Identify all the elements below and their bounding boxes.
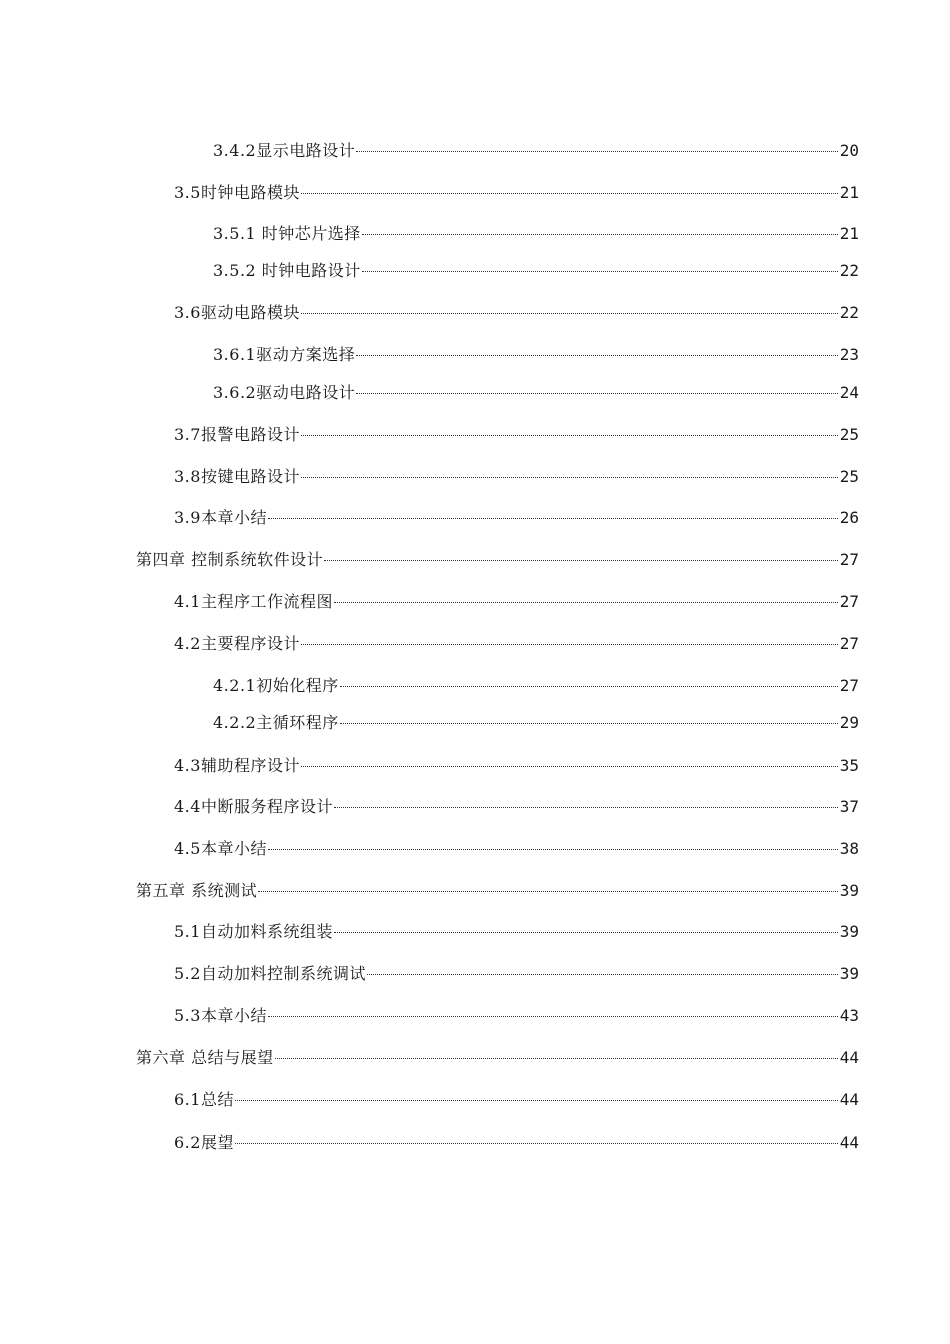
toc-entry[interactable] [213, 676, 859, 696]
toc-entry-label: 第六章 总结与展望 [136, 1048, 274, 1067]
toc-dot-leader [356, 355, 838, 356]
toc-entry[interactable] [174, 839, 859, 859]
toc-dot-leader [367, 974, 838, 975]
toc-dot-leader [324, 560, 838, 561]
toc-chapter-entry[interactable] [136, 550, 859, 570]
toc-dot-leader [268, 518, 838, 519]
toc-page-number: 21 [839, 224, 859, 243]
toc-entry-label: 第五章 系统测试 [136, 881, 258, 900]
toc-dot-leader [356, 151, 838, 152]
toc-dot-leader [362, 271, 838, 272]
toc-entry-label: 4.5本章小结 [174, 839, 267, 858]
toc-page-number: 37 [839, 797, 859, 816]
toc-entry[interactable] [213, 261, 859, 281]
toc-entry-label: 4.2主要程序设计 [174, 634, 300, 653]
toc-dot-leader [301, 313, 838, 314]
toc-entry-label: 4.3辅助程序设计 [174, 756, 300, 775]
toc-entry[interactable] [213, 713, 859, 733]
toc-entry-label: 4.1主程序工作流程图 [174, 592, 333, 611]
toc-entry-label: 3.4.2显示电路设计 [213, 141, 356, 160]
toc-entry-label: 3.6.1驱动方案选择 [213, 345, 356, 364]
toc-entry-label: 6.2展望 [174, 1133, 234, 1152]
toc-entry[interactable] [174, 964, 859, 984]
toc-page-number: 22 [839, 303, 859, 322]
toc-entry[interactable] [174, 756, 859, 776]
toc-dot-leader [334, 602, 838, 603]
toc-page-number: 44 [839, 1048, 859, 1067]
toc-page-number: 39 [839, 964, 859, 983]
toc-page-number: 27 [839, 592, 859, 611]
toc-entry-label: 3.6.2驱动电路设计 [213, 383, 356, 402]
toc-entry-label: 3.6驱动电路模块 [174, 303, 300, 322]
toc-entry[interactable] [174, 634, 859, 654]
toc-entry[interactable] [174, 797, 859, 817]
toc-dot-leader [268, 1016, 838, 1017]
toc-entry[interactable] [174, 467, 859, 487]
toc-chapter-entry[interactable] [136, 1048, 859, 1068]
toc-page-number: 39 [839, 881, 859, 900]
toc-entry-label: 4.2.1初始化程序 [213, 676, 339, 695]
toc-dot-leader [340, 723, 838, 724]
toc-page-number: 23 [839, 345, 859, 364]
toc-page-number: 21 [839, 183, 859, 202]
toc-page-number: 44 [839, 1090, 859, 1109]
toc-dot-leader [275, 1058, 838, 1059]
toc-entry-label: 3.9本章小结 [174, 508, 267, 527]
toc-page-number: 27 [839, 676, 859, 695]
toc-dot-leader [235, 1100, 838, 1101]
toc-entry[interactable] [174, 592, 859, 612]
toc-entry[interactable] [174, 303, 859, 323]
toc-dot-leader [301, 477, 838, 478]
toc-entry[interactable] [174, 1133, 859, 1153]
toc-page-number: 43 [839, 1006, 859, 1025]
toc-entry[interactable] [213, 345, 859, 365]
toc-entry-label: 5.1自动加料系统组装 [174, 922, 333, 941]
toc-page-number: 39 [839, 922, 859, 941]
toc-dot-leader [301, 435, 838, 436]
toc-entry[interactable] [213, 224, 859, 244]
toc-dot-leader [301, 766, 838, 767]
toc-entry-label: 3.5.2 时钟电路设计 [213, 261, 361, 280]
toc-page-number: 20 [839, 141, 859, 160]
toc-page-number: 24 [839, 383, 859, 402]
toc-page-number: 44 [839, 1133, 859, 1152]
toc-entry-label: 5.2自动加料控制系统调试 [174, 964, 366, 983]
toc-dot-leader [334, 807, 838, 808]
toc-dot-leader [235, 1143, 838, 1144]
toc-page-number: 25 [839, 467, 859, 486]
toc-entry-label: 5.3本章小结 [174, 1006, 267, 1025]
toc-page-number: 26 [839, 508, 859, 527]
toc-dot-leader [362, 234, 838, 235]
toc-entry[interactable] [174, 1006, 859, 1026]
toc-entry-label: 3.7报警电路设计 [174, 425, 300, 444]
toc-page-number: 38 [839, 839, 859, 858]
toc-entry-label: 3.5时钟电路模块 [174, 183, 300, 202]
toc-entry[interactable] [174, 1090, 859, 1110]
toc-entry[interactable] [174, 508, 859, 528]
toc-entry[interactable] [174, 183, 859, 203]
toc-page-number: 27 [839, 634, 859, 653]
toc-entry-label: 3.8按键电路设计 [174, 467, 300, 486]
toc-dot-leader [301, 193, 838, 194]
toc-dot-leader [356, 393, 838, 394]
toc-dot-leader [268, 849, 838, 850]
toc-dot-leader [340, 686, 838, 687]
toc-entry[interactable] [174, 922, 859, 942]
toc-entry-label: 4.4中断服务程序设计 [174, 797, 333, 816]
toc-entry-label: 第四章 控制系统软件设计 [136, 550, 324, 569]
toc-entry[interactable] [213, 383, 859, 403]
toc-page-number: 27 [839, 550, 859, 569]
toc-page-number: 25 [839, 425, 859, 444]
toc-entry[interactable] [174, 425, 859, 445]
toc-entry-label: 3.5.1 时钟芯片选择 [213, 224, 361, 243]
toc-dot-leader [301, 644, 838, 645]
toc-entry[interactable] [213, 141, 859, 161]
toc-page-number: 29 [839, 713, 859, 732]
toc-chapter-entry[interactable] [136, 881, 859, 901]
toc-entry-label: 6.1总结 [174, 1090, 234, 1109]
toc-page-number: 35 [839, 756, 859, 775]
toc-page-number: 22 [839, 261, 859, 280]
toc-dot-leader [258, 891, 838, 892]
toc-entry-label: 4.2.2主循环程序 [213, 713, 339, 732]
toc-dot-leader [334, 932, 838, 933]
